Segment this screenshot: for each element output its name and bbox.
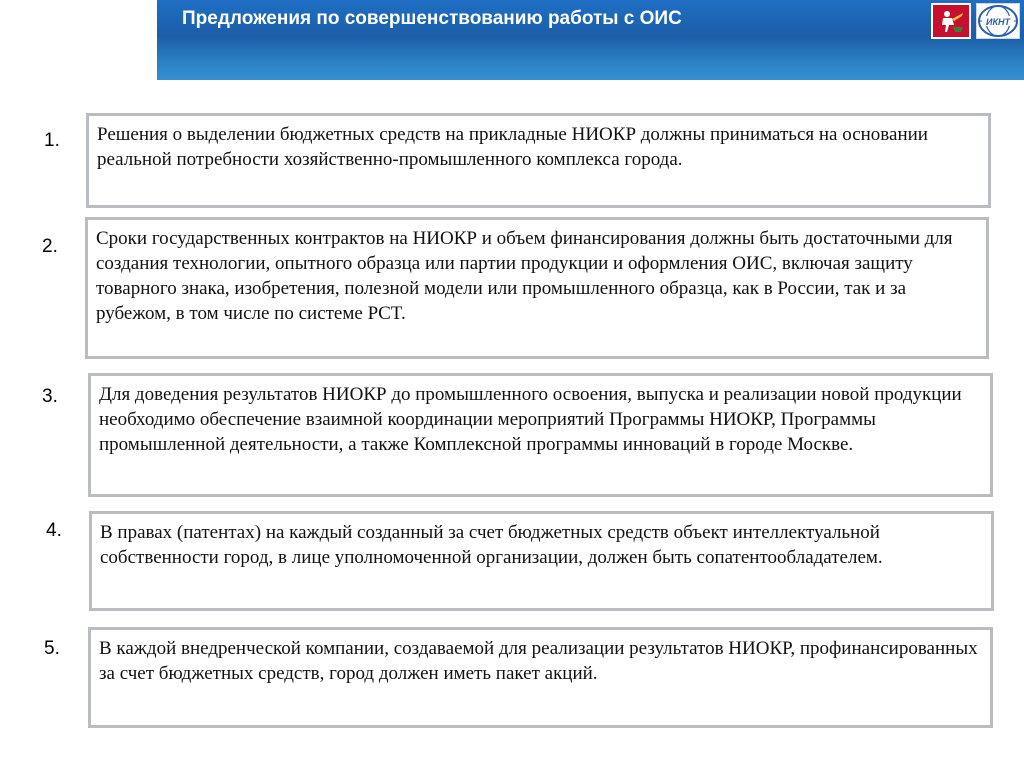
item-number-3: 3. [42, 386, 58, 407]
proposal-box-1 [86, 113, 991, 208]
moscow-coat-of-arms-logo [931, 3, 971, 39]
proposal-text-2: Сроки государственных контрактов на НИОКР и объем финансирования должны быть достаточными для создания технологии, опытного образца или партии продукции и оформления ОИС, включая защиту товарного знака, изобретения, полезной модели или промышленного образца, как в России, так и за рубежом, в том числе по системе PCT. [96, 228, 953, 324]
proposal-text-1: Решения о выделении бюджетных средств на прикладные НИОКР должны приниматься на основании реальной потребности хозяйственно-промышленного комплекса города. [97, 124, 928, 170]
item-number-2: 2. [42, 236, 58, 257]
proposal-text-5: В каждой внедренческой компании, создаваемой для реализации результатов НИОКР, профинансированных за счет бюджетных средств, город должен иметь пакет акций. [99, 638, 978, 684]
item-number-4: 4. [46, 520, 62, 541]
header-gradient-band [157, 38, 1024, 80]
proposal-text-4: В правах (патентах) на каждый созданный за счет бюджетных средств объект интеллектуальной собственности город, в лице уполномоченной организации, должен быть сопатентообладателем. [100, 522, 883, 568]
proposal-box-4 [89, 511, 994, 611]
iknt-logo-text: ИКНТ [985, 17, 1011, 27]
page-title: Предложения по совершенствованию работы с ОИС [182, 8, 682, 29]
proposal-box-5 [88, 627, 993, 728]
proposal-text-3: Для доведения результатов НИОКР до промышленного освоения, выпуска и реализации новой продукции необходимо обеспечение взаимной координации мероприятий Программы НИОКР, Программы промышленной деятельности, а также Комплексной программы инноваций в городе Москве. [99, 384, 962, 455]
proposal-box-2 [85, 217, 989, 359]
header-bar [157, 0, 1024, 80]
item-number-5: 5. [44, 638, 60, 659]
item-number-1: 1. [44, 130, 60, 151]
iknt-logo [976, 3, 1020, 39]
proposal-box-3 [88, 373, 993, 497]
